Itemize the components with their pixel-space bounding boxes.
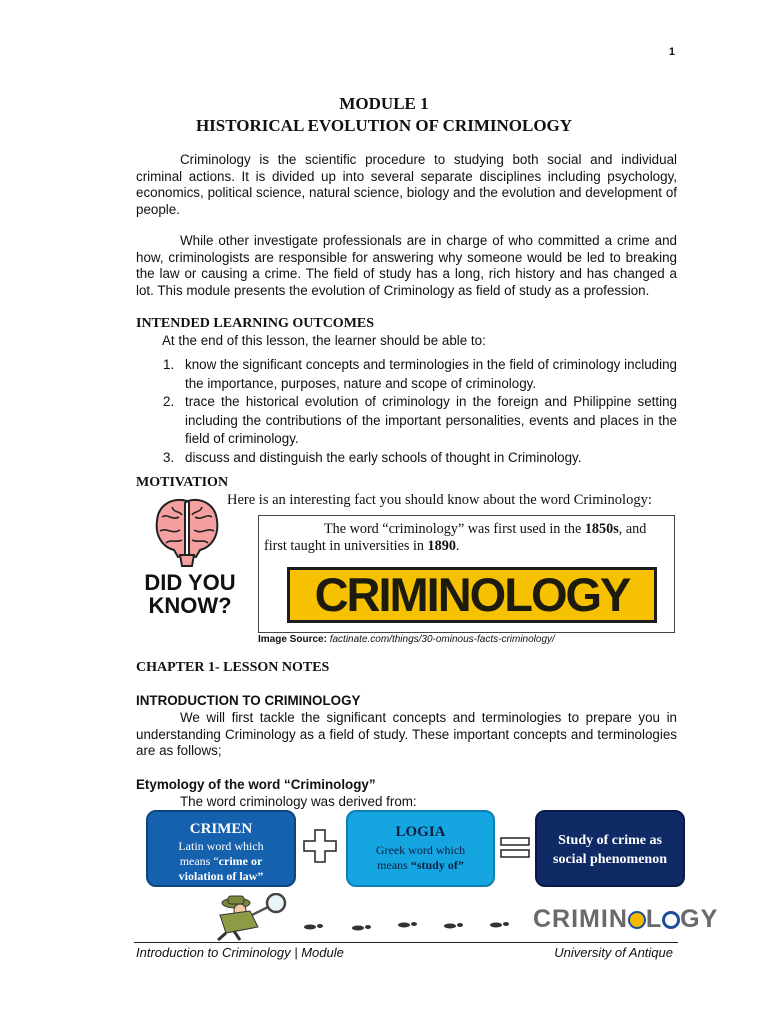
logo-globe-icon: [628, 911, 646, 929]
plus-icon: [303, 829, 337, 863]
footer-left: Introduction to Criminology | Module: [136, 945, 344, 960]
footer-rule: [134, 942, 678, 943]
footprints-icon: [300, 918, 520, 932]
chapter-heading: CHAPTER 1- LESSON NOTES: [136, 660, 330, 675]
did-you-know-label: DID YOU KNOW?: [144, 570, 236, 618]
intro-paragraph-1: Criminology is the scientific procedure to studying both social and individual criminal actions. It is divided up into several separate disciplines including psychology, economics, political science, natural science, biology and the evolution and development of people.: [136, 152, 677, 217]
crimen-box: CRIMEN Latin word which means “crime or violation of law”: [146, 810, 296, 887]
outcomes-lead: At the end of this lesson, the learner should be able to:: [162, 333, 486, 348]
etymology-heading: Etymology of the word “Criminology”: [136, 777, 376, 792]
logo-ring-icon: [662, 911, 680, 929]
etymology-lead: The word criminology was derived from:: [180, 794, 417, 809]
criminology-banner: CRIMINOLOGY: [287, 567, 657, 623]
intro-paragraph-2: While other investigate professionals are in charge of who committed a crime and how, criminologists are responsible for answering why someone would be led to breaking the law or causing a crime. The field of study has a long, rich history and has changed a lot. This module presents the evolution of Criminology as field of study as a profession.: [136, 233, 677, 298]
fact-text: The word “criminology” was first used in the 1850s, and first taught in universities in 1890.: [264, 521, 647, 554]
footer-right: University of Antique: [554, 945, 673, 960]
result-box: Study of crime as social phenomenon: [535, 810, 685, 887]
intro-lesson-paragraph: We will first tackle the significant concepts and terminologies to prepare you in understanding Criminology as a field of study. These important concepts and terminologies are as follows;: [136, 710, 677, 759]
outcomes-list: [136, 356, 677, 468]
image-source: Image Source: factinate.com/things/30-ominous-facts-criminology/: [258, 634, 555, 645]
equals-icon: [500, 836, 530, 860]
detective-icon: [206, 893, 290, 941]
outcome-item: 3. discuss and distinguish the early schools of thought in Criminology.: [163, 449, 582, 465]
page-number: 1: [668, 46, 675, 58]
module-subtitle: HISTORICAL EVOLUTION OF CRIMINOLOGY: [195, 116, 573, 135]
motivation-lead: Here is an interesting fact you should know about the word Criminology:: [227, 492, 652, 508]
module-title: MODULE 1: [339, 94, 429, 113]
intro-heading: INTRODUCTION TO CRIMINOLOGY: [136, 693, 361, 708]
outcomes-heading: INTENDED LEARNING OUTCOMES: [136, 316, 375, 331]
criminology-logo: CRIMIN L GY: [533, 905, 719, 933]
logia-box: LOGIA Greek word which means “study of”: [346, 810, 495, 887]
motivation-heading: MOTIVATION: [136, 475, 229, 490]
outcome-item: 1. know the significant concepts and terminologies in the field of criminology including the importance, purposes, nature and scope of criminology.: [163, 357, 677, 391]
brain-icon: [152, 495, 222, 567]
outcome-item: 2. trace the historical evolution of criminology in the foreign and Philippine setting including the contributions of the important personalities, events and places in the field of criminology.: [163, 394, 677, 447]
